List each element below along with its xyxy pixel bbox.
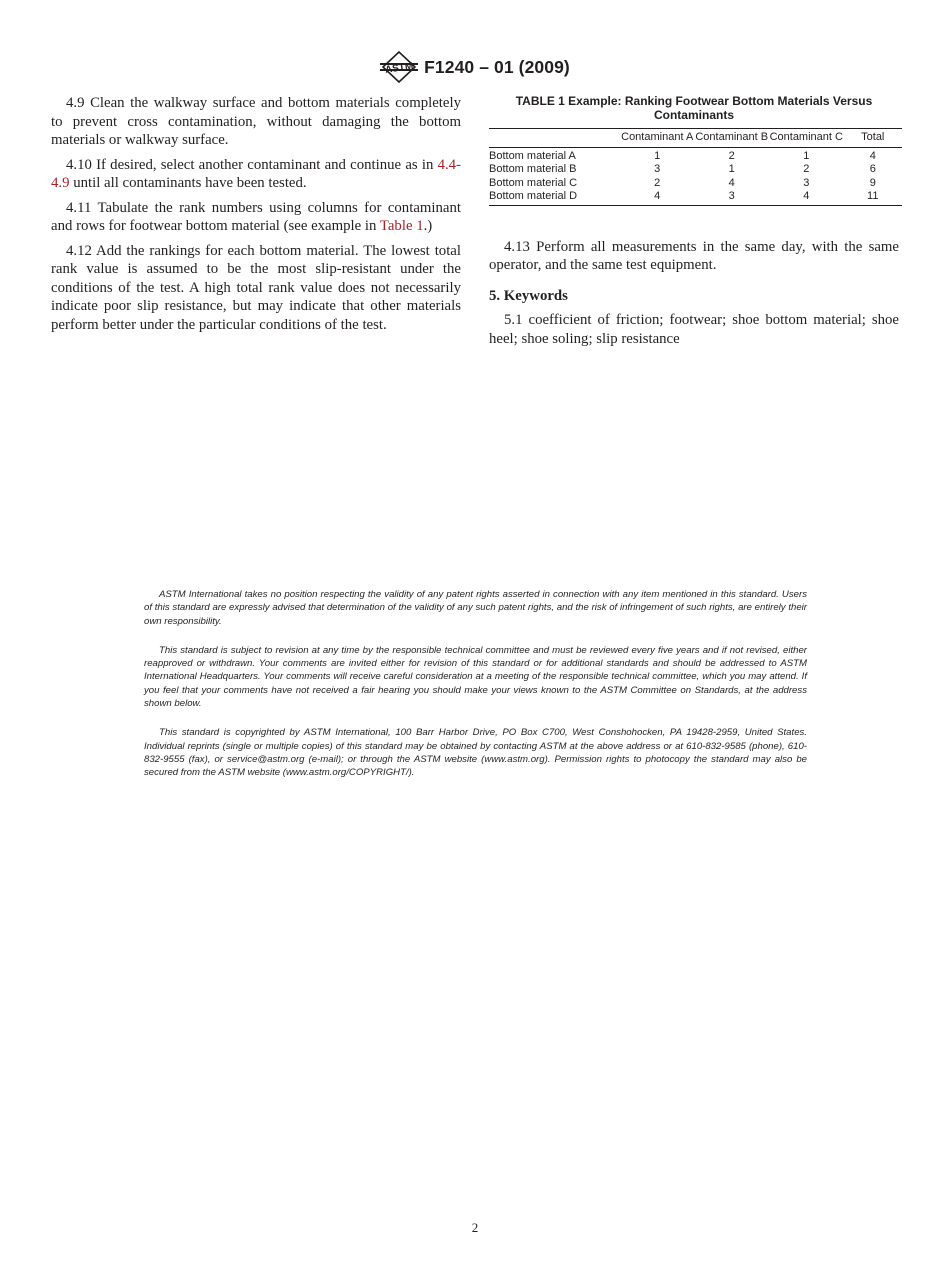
table-header-row <box>489 129 902 148</box>
table-header-cell: Total <box>861 131 885 143</box>
table-cross-reference-link[interactable]: Table 1 <box>379 218 424 234</box>
table-cell: 3 <box>728 190 735 202</box>
standard-designation: F1240 – 01 (2009) <box>424 56 570 77</box>
table-cell: 2 <box>728 149 735 162</box>
paragraph-text: Perform all measurements in the same day, with the same operator, and the same test equipment. <box>489 238 899 273</box>
table-cell: 2 <box>654 176 661 189</box>
patent-notice: ASTM International takes no position respecting the validity of any patent rights asserted in connection with any item mentioned in this standard. Users of this standard are expressly advised that determination of the validity of any such patent rights, and the risk of infringement of such rights, are entirely their own responsibility. <box>144 589 807 627</box>
paragraph-number: 4.9 <box>66 95 85 111</box>
table-cell: 3 <box>654 163 661 175</box>
table-cell: Bottom material C <box>489 176 578 189</box>
right-column <box>489 94 899 354</box>
page-header <box>0 50 950 84</box>
paragraph-4-12 <box>51 242 461 335</box>
section-cross-reference-link[interactable]: 4.4-4.9 <box>51 156 461 191</box>
paragraph-number: 4.13 <box>504 238 530 255</box>
table-cell: 1 <box>728 163 735 175</box>
table-row <box>489 177 902 191</box>
table-header-cell: Contaminant A <box>621 131 694 143</box>
table-cell: 1 <box>803 149 810 162</box>
astm-logo-icon <box>380 50 418 84</box>
paragraph-text: Add the rankings for each bottom material. The lowest total rank value is assumed to be the most slip-resistant under the conditions of the test. A high total rank value does not necessarily indicate poor slip resistance, but may indicate that other materials perform better under the particular conditions of the test. <box>51 242 461 333</box>
table-cell: 9 <box>869 176 876 189</box>
revision-notice: This standard is subject to revision at any time by the responsible technical committee and must be reviewed every five years and if not revised, either reapproved or withdrawn. Your comments are invited either for revision of this standard or for additional standards and should be addressed to ASTM International Headquarters. Your comments will receive careful consideration at a meeting of the responsible technical committee, which you may attend. If you feel that your comments have not received a fair hearing you should make your views known to the ASTM Committee on Standards, at the address shown below. <box>144 644 807 710</box>
table-header-cell <box>489 129 620 148</box>
paragraph-number: 4.10 <box>66 156 92 173</box>
table-row <box>489 190 902 205</box>
table-row <box>489 163 902 177</box>
legal-notices <box>144 588 807 796</box>
copyright-notice: This standard is copyrighted by ASTM International, 100 Barr Harbor Drive, PO Box C700, West Conshohocken, PA 19428-2959, United States. Individual reprints (single or multiple copies) of this standard may be obtained by contacting ASTM at the above address or at 610-832-9585 (phone), 610-832-9555 (fax), or service@astm.org (e-mail); or through the ASTM website (www.astm.org). Permission rights to photocopy the standard may also be secured from the ASTM website (www.astm.org/COPYRIGHT/). <box>144 727 807 779</box>
table-cell: 11 <box>867 190 879 202</box>
section-heading-keywords: 5. Keywords <box>489 287 568 304</box>
table-header-cell: Contaminant C <box>769 131 843 143</box>
table-cell: 1 <box>654 149 661 162</box>
paragraph-number: 4.11 <box>66 199 92 216</box>
table-cell: 4 <box>803 190 810 202</box>
paragraph-4-10 <box>51 156 461 193</box>
paragraph-4-11 <box>51 199 461 236</box>
paragraph-number: 4.12 <box>66 242 92 259</box>
left-column <box>51 94 461 340</box>
paragraph-text: Clean the walkway surface and bottom materials completely to prevent cross contamination, without damaging the bottom materials or walkway surface. <box>51 95 461 148</box>
table-cell: 4 <box>869 149 876 162</box>
table-cell: 6 <box>869 163 876 175</box>
table-caption: TABLE 1 Example: Ranking Footwear Bottom Materials Versus Contaminants <box>515 94 873 122</box>
table-cell: 2 <box>803 163 810 175</box>
table-row <box>489 147 902 163</box>
table-cell: 3 <box>803 176 810 189</box>
paragraph-number: 5.1 <box>504 312 523 328</box>
paragraph-text: coefficient of friction; footwear; shoe bottom material; shoe heel; shoe soling; slip resistance <box>489 312 899 347</box>
table-header-cell: Contaminant B <box>695 131 769 143</box>
paragraph-text: If desired, select another contaminant and continue as in <box>96 156 438 173</box>
page-number: 2 <box>471 1220 479 1235</box>
paragraph-text: until all contaminants have been tested. <box>69 175 307 191</box>
table-cell: Bottom material B <box>489 163 577 175</box>
paragraph-4-9 <box>51 94 461 150</box>
paragraph-text: Tabulate the rank numbers using columns for contaminant and rows for footwear bottom material (see example in <box>51 199 461 234</box>
table-cell: 4 <box>728 176 735 189</box>
paragraph-text: .) <box>423 218 433 234</box>
svg-text:ASTM: ASTM <box>384 61 415 76</box>
ranking-table <box>489 128 902 206</box>
paragraph-5-1 <box>489 311 899 348</box>
paragraph-4-13 <box>489 238 899 275</box>
table-cell: Bottom material D <box>489 190 578 202</box>
table-cell: 4 <box>654 190 661 202</box>
table-cell: Bottom material A <box>489 149 576 162</box>
